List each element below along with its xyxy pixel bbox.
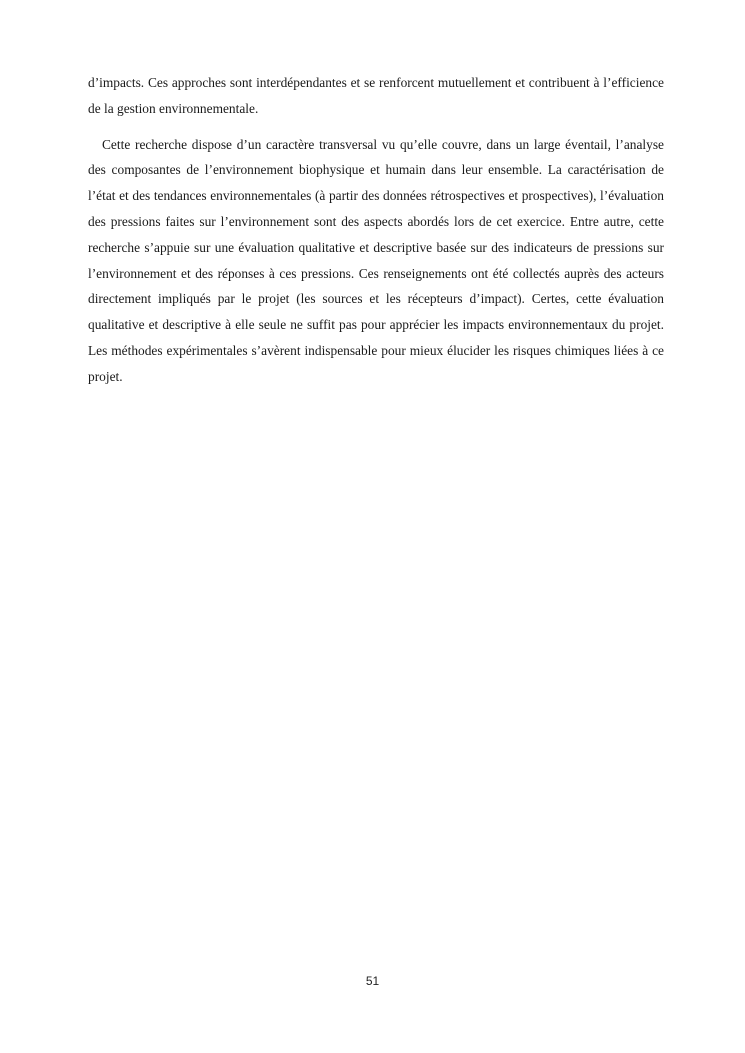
page-number: 51 — [365, 974, 380, 988]
page-body — [88, 70, 664, 390]
paragraph-continuation: d’impacts. Ces approches sont interdépendantes et se renforcent mutuellement et contribuent à l’efficience de la gestion environnementale. — [88, 75, 664, 116]
paragraph-research-scope: Cette recherche dispose d’un caractère transversal vu qu’elle couvre, dans un large éventail, l’analyse des composantes de l’environnement biophysique et humain dans leur ensemble. La caractérisation de l’état et des tendances environnementales (à partir des données rétrospectives et prospectives), l’évaluation des pressions faites sur l’environnement sont des aspects abordés lors de cet exercice. Entre autre, cette recherche s’appuie sur une évaluation qualitative et descriptive basée sur des indicateurs de pressions sur l’environnement et des réponses à ces pressions. Ces renseignements ont été collectés auprès des acteurs directement impliqués par le projet (les sources et les récepteurs d’impact). Certes, cette évaluation qualitative et descriptive à elle seule ne suffit pas pour apprécier les impacts environnementaux du projet. Les méthodes expérimentales s’avèrent indispensable pour mieux élucider les risques chimiques liées à ce projet. — [88, 136, 664, 384]
